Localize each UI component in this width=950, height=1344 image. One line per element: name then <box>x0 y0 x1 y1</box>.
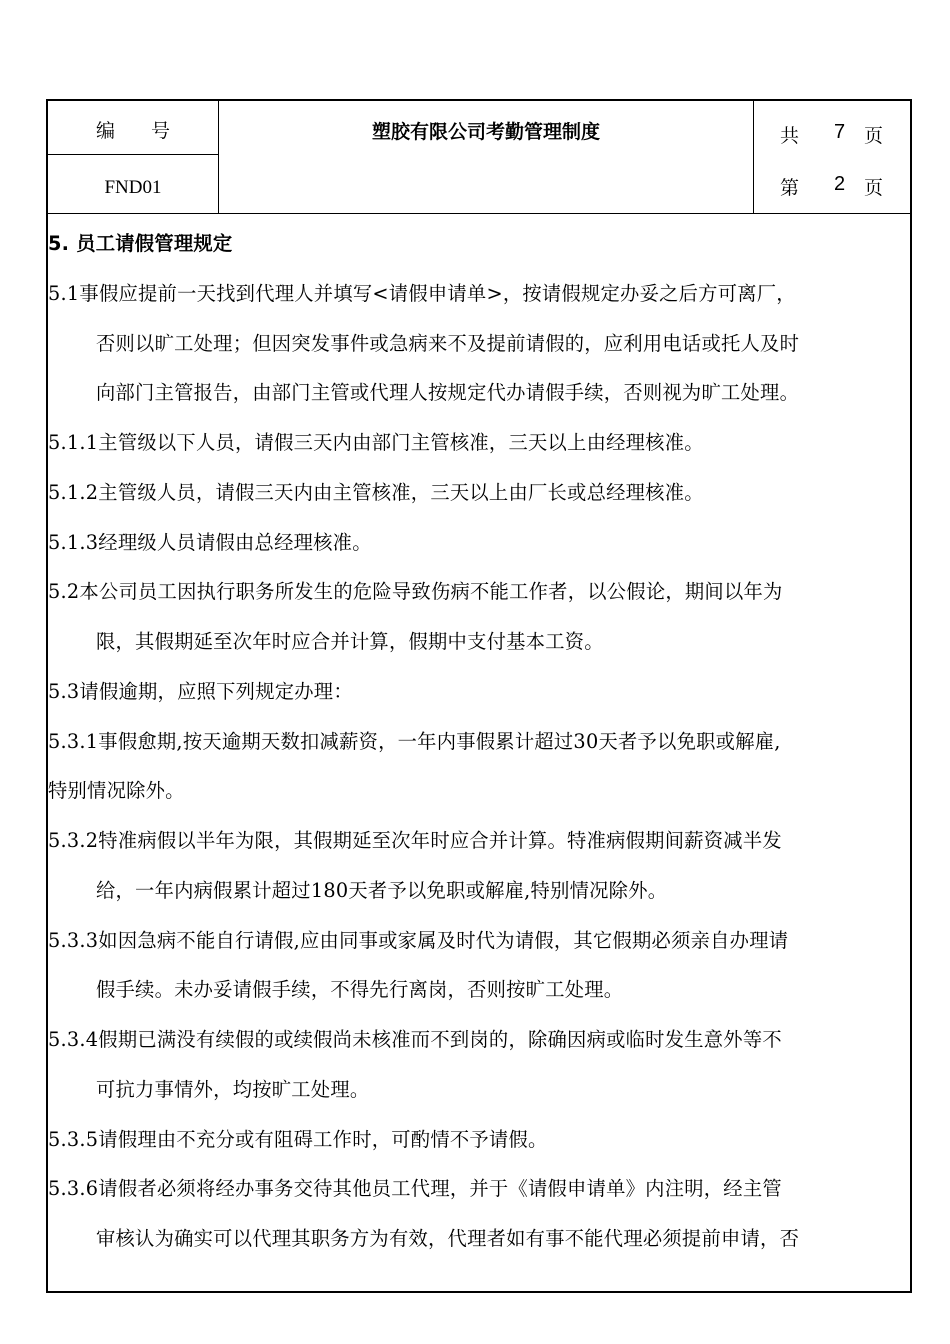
clause-5-3-1: 5.3.1事假愈期,按天逾期天数扣减薪资，一年内事假累计超过30天者予以免职或解雇, <box>48 730 781 753</box>
doc-code-value: FND01 <box>104 177 162 198</box>
clause-5-1: 5.1事假应提前一天找到代理人并填写<请假申请单>，按请假规定办妥之后方可离厂， <box>48 282 796 305</box>
doc-code-cell <box>48 101 219 213</box>
clause-5-2-cont: 限，其假期延至次年时应合并计算，假期中支付基本工资。 <box>96 630 604 653</box>
clause-5-3-4: 5.3.4假期已满没有续假的或续假尚未核准而不到岗的，除确因病或临时发生意外等不 <box>48 1028 782 1051</box>
clause-5-1-cont: 否则以旷工处理；但因突发事件或急病来不及提前请假的，应利用电话或托人及时 <box>96 332 800 355</box>
current-page-value: 2 <box>834 173 846 195</box>
total-pages-value: 7 <box>834 121 846 143</box>
clause-5-2: 5.2本公司员工因执行职务所发生的危险导致伤病不能工作者，以公假论，期间以年为 <box>48 580 783 603</box>
clause-5-1-cont: 向部门主管报告，由部门主管或代理人按规定代办请假手续，否则视为旷工处理。 <box>96 381 800 404</box>
section-heading: 5. 员工请假管理规定 <box>48 232 233 255</box>
clause-5-3-5: 5.3.5请假理由不充分或有阻碍工作时，可酌情不予请假。 <box>48 1128 548 1151</box>
document-frame <box>46 99 912 1293</box>
total-label: 共 <box>780 125 800 147</box>
clause-5-1-3: 5.1.3经理级人员请假由总经理核准。 <box>48 531 372 554</box>
page-info-cell <box>754 101 910 213</box>
clause-5-1-2: 5.1.2主管级人员，请假三天内由主管核准，三天以上由厂长或总经理核准。 <box>48 481 704 504</box>
clause-5-3-6: 5.3.6请假者必须将经办事务交待其他员工代理，并于《请假申请单》内注明，经主管 <box>48 1177 782 1200</box>
current-unit: 页 <box>864 177 884 199</box>
clause-5-3-3: 5.3.3如因急病不能自行请假,应由同事或家属及时代为请假，其它假期必须亲自办理请 <box>48 929 789 952</box>
current-label: 第 <box>780 177 800 199</box>
clause-5-3-1-cont: 特别情况除外。 <box>48 779 185 802</box>
clause-5-3-4-cont: 可抗力事情外，均按旷工处理。 <box>96 1078 370 1101</box>
header-table <box>48 101 910 214</box>
clause-5-3-6-cont: 审核认为确实可以代理其职务方为有效，代理者如有事不能代理必须提前申请，否 <box>96 1227 800 1250</box>
clause-5-3: 5.3请假逾期，应照下列规定办理： <box>48 680 353 703</box>
title-cell <box>219 101 754 213</box>
clause-5-3-3-cont: 假手续。未办妥请假手续，不得先行离岗，否则按旷工处理。 <box>96 978 624 1001</box>
clause-5-1-1: 5.1.1主管级以下人员，请假三天内由部门主管核准，三天以上由经理核准。 <box>48 431 704 454</box>
document-title: 塑胶有限公司考勤管理制度 <box>371 121 600 143</box>
total-unit: 页 <box>864 125 884 147</box>
doc-code-divider <box>48 154 218 155</box>
clause-5-3-2: 5.3.2特准病假以半年为限，其假期延至次年时应合并计算。特准病假期间薪资减半发 <box>48 829 782 852</box>
doc-code-label: 编号 <box>95 120 206 142</box>
clause-5-3-2-cont: 给，一年内病假累计超过180天者予以免职或解雇,特别情况除外。 <box>96 879 668 902</box>
